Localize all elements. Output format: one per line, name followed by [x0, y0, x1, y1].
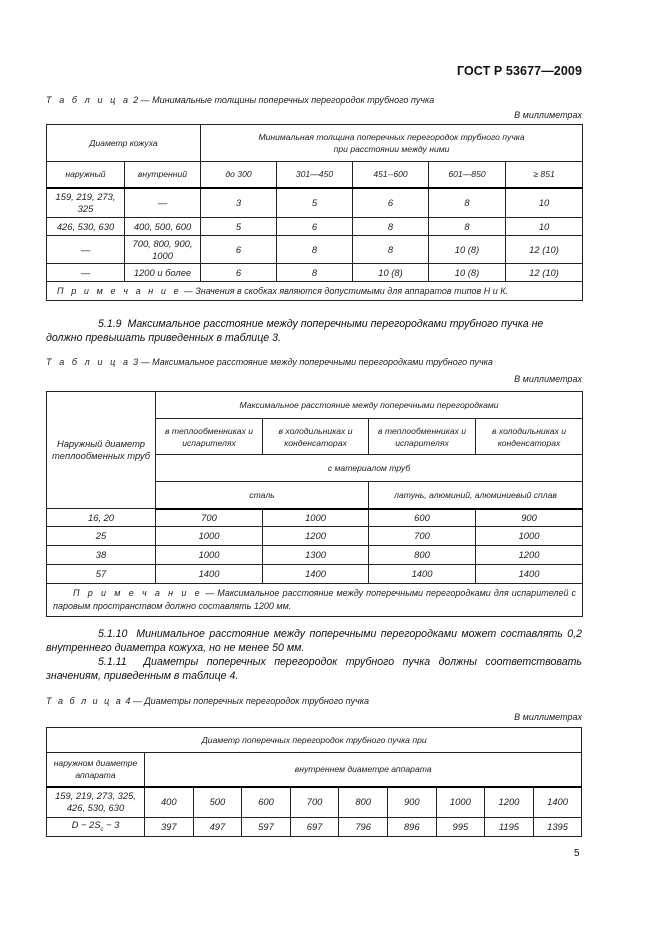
table-row: 25 1000 1200 700 1000 [47, 527, 583, 546]
page-number: 5 [574, 848, 580, 859]
table2-units: В миллиметрах [514, 110, 582, 120]
table4-caption: Т а б л и ц а 4 — Диаметры поперечных перегородок трубного пучка [46, 696, 370, 706]
col-range: 451--600 [353, 162, 429, 188]
material-nonferrous: латунь, алюминий, алюминиевый сплав [369, 482, 583, 509]
table4 [46, 727, 582, 837]
table2 [46, 124, 583, 301]
caption-text: 2 — Минимальные толщины поперечных перегородок трубного пучка [130, 95, 435, 105]
table-row: — 1200 и более 6 8 10 (8) 10 (8) 12 (10) [47, 264, 583, 282]
table4-units: В миллиметрах [514, 712, 582, 722]
table-row: 16, 20 700 1000 600 900 [47, 509, 583, 527]
col-range: до 300 [201, 162, 277, 188]
header-max-distance: Максимальное расстояние между поперечными перегородками [156, 392, 583, 419]
header-shell-diameter: Диаметр кожуха [47, 125, 201, 162]
subheader: в теплообменниках и испарителях [369, 419, 476, 455]
table-row: 57 1400 1400 1400 1400 [47, 565, 583, 584]
col-range: 301—450 [277, 162, 353, 188]
col-outer: наружный [47, 162, 125, 188]
caption-prefix: Т а б л и ц а [46, 95, 131, 105]
material-steel: сталь [156, 482, 369, 509]
subheader: в холодильниках и конденсаторах [476, 419, 583, 455]
header-main: Диаметр поперечных перегородок трубного пучка при [47, 728, 582, 753]
subheader: в теплообменниках и испарителях [156, 419, 263, 455]
header-min-thickness: Минимальная толщина поперечных перегородок трубного пучка при расстоянии между ними [201, 125, 583, 162]
col-range: ≥ 851 [506, 162, 583, 188]
table2-note: П р и м е ч а н и е — Значения в скобках являются допустимыми для аппаратов типов Н и К. [47, 282, 583, 301]
table-row: 426, 530, 630 400, 500, 600 5 6 8 8 10 [47, 218, 583, 236]
header-material: с материалом труб [156, 455, 583, 482]
formula-cell: $D - 2S_c - 3$ [47, 818, 145, 837]
table3-units: В миллиметрах [514, 374, 582, 384]
table2-caption [46, 95, 434, 105]
table-row: — 700, 800, 900, 1000 6 8 8 10 (8) 12 (10) [47, 236, 583, 264]
col-range: 601—850 [429, 162, 506, 188]
standard-header: ГОСТ Р 53677—2009 [456, 64, 582, 78]
col-inner: внутренний [125, 162, 201, 188]
table-row: 159, 219, 273, 325, 426, 530, 630 400 500 600 700 800 900 1000 1200 1400 [47, 787, 582, 818]
header-outer-diameter: Наружный диаметр теплообменных труб [47, 392, 156, 509]
paragraph-5-1-11: 5.1.11 Диаметры поперечных перегородок трубного пучка должны соответствовать значениям, приведенным в таблице 4. [46, 656, 582, 682]
header-outer: наружном диаметре аппарата [47, 753, 145, 787]
table3-caption: Т а б л и ц а 3 — Максимальное расстояние между поперечными перегородками трубного пучка [46, 357, 493, 367]
table3 [46, 391, 583, 617]
paragraph-5-1-9: 5.1.9 Максимальное расстояние между поперечными перегородками трубного пучка не должно превышать приведенных в таблице 3. [46, 318, 544, 344]
table-row: 159, 219, 273, 325 — 3 5 6 8 10 [47, 188, 583, 218]
table-row: $D - 2S_c - 3$ 397 497 597 697 796 896 995 1195 1395 [47, 818, 582, 837]
subheader: в холодильниках и конденсаторах [263, 419, 369, 455]
paragraph-5-1-10: 5.1.10 Минимальное расстояние между поперечными перегородками может составлять 0,2 внутреннего диаметра кожуха, но не менее 50 мм. [46, 628, 583, 654]
header-inner: внутреннем диаметре аппарата [145, 753, 582, 787]
table3-note: П р и м е ч а н и е — Максимальное расстояние между поперечными перегородками для испарителей с паровым пространством должно составлять 1200 мм. [47, 584, 583, 617]
table-row: 38 1000 1300 800 1200 [47, 546, 583, 565]
